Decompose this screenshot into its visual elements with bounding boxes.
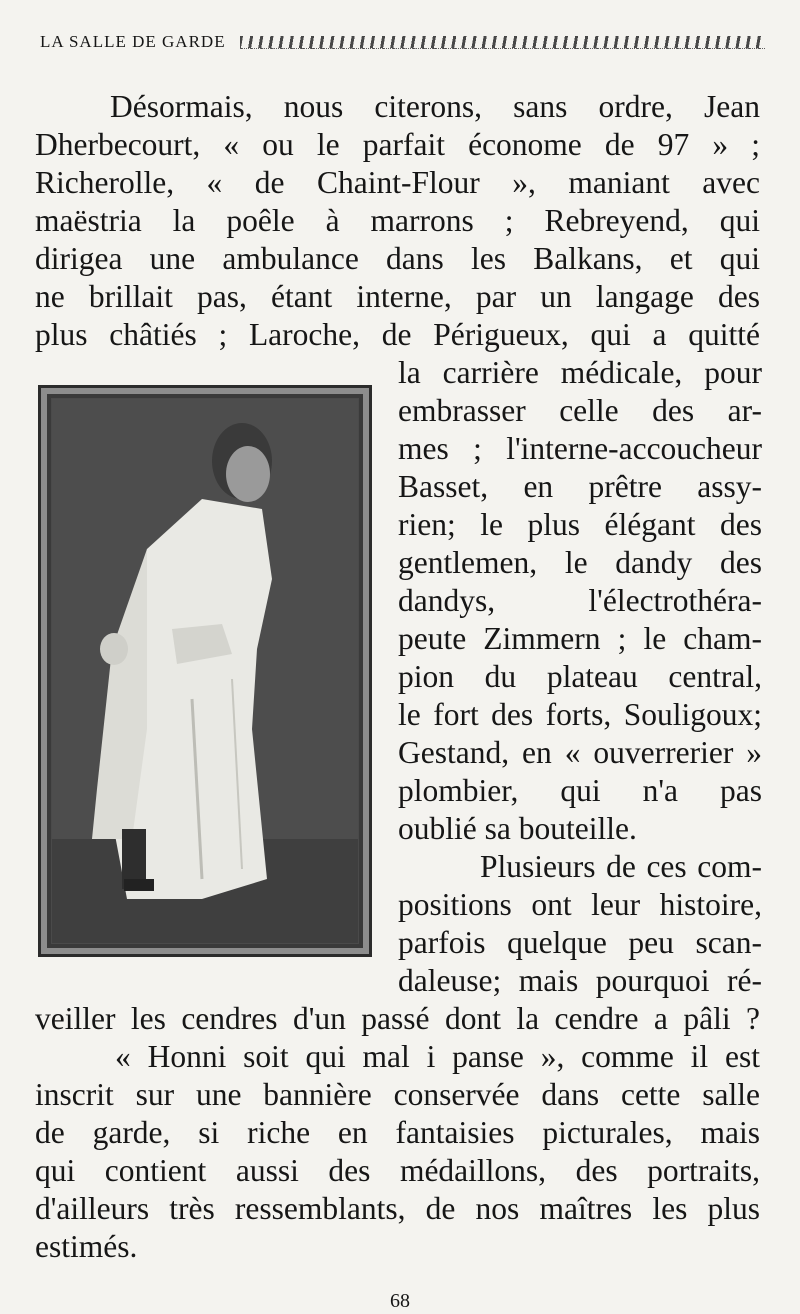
text-line: rien; le plus élégant des [398, 507, 762, 542]
text-line: estimés. [35, 1229, 138, 1264]
text-line: Désormais, nous citerons, sans ordre, Jean [110, 89, 760, 124]
text-line: Gestand, en « ouverrerier » [398, 735, 762, 770]
text-line: gentlemen, le dandy des [398, 545, 762, 580]
text-line: embrasser celle des ar- [398, 393, 762, 428]
text-line: qui contient aussi des médaillons, des portraits, [35, 1153, 760, 1188]
page-number: 68 [390, 1290, 410, 1312]
text-line: plombier, qui n'a pas [398, 773, 762, 808]
text-line: « Honni soit qui mal i panse », comme il est [115, 1039, 760, 1074]
text-line: dandys, l'électrothéra- [398, 583, 762, 618]
text-line: pion du plateau central, [398, 659, 762, 694]
text-line: Richerolle, « de Chaint-Flour », maniant avec [35, 165, 760, 200]
text-line: dirigea une ambulance dans les Balkans, et qui [35, 241, 760, 276]
text-line: la carrière médicale, pour [398, 355, 762, 390]
text-line: plus châtiés ; Laroche, de Périgueux, qui a quitté [35, 317, 760, 352]
header-ornament-icon [240, 36, 765, 49]
text-line: oublié sa bouteille. [398, 811, 637, 846]
text-line: veiller les cendres d'un passé dont la cendre a pâli ? [35, 1001, 760, 1036]
text-line: peute Zimmern ; le cham- [398, 621, 762, 656]
text-line: inscrit sur une bannière conservée dans cette salle [35, 1077, 760, 1112]
running-header-title: LA SALLE DE GARDE [40, 32, 226, 51]
text-line: daleuse; mais pourquoi ré- [398, 963, 762, 998]
text-line: maëstria la poêle à marrons ; Rebreyend, qui [35, 203, 760, 238]
text-line: le fort des forts, Souligoux; [398, 697, 762, 732]
text-line: Basset, en prêtre assy- [398, 469, 762, 504]
text-line: d'ailleurs très ressemblants, de nos maîtres les plus [35, 1191, 760, 1226]
standing-man-figure-icon [52, 399, 358, 943]
text-line: Dherbecourt, « ou le parfait économe de 97 » ; [35, 127, 760, 162]
text-line: mes ; l'interne-accoucheur [398, 431, 762, 466]
framed-portrait-photo [38, 385, 372, 957]
text-line: positions ont leur histoire, [398, 887, 762, 922]
text-line: parfois quelque peu scan- [398, 925, 762, 960]
portrait-image [52, 399, 358, 943]
text-line: de garde, si riche en fantaisies picturales, mais [35, 1115, 760, 1150]
text-line: ne brillait pas, étant interne, par un langage des [35, 279, 760, 314]
running-header [40, 30, 765, 54]
text-line: Plusieurs de ces com- [480, 849, 762, 884]
